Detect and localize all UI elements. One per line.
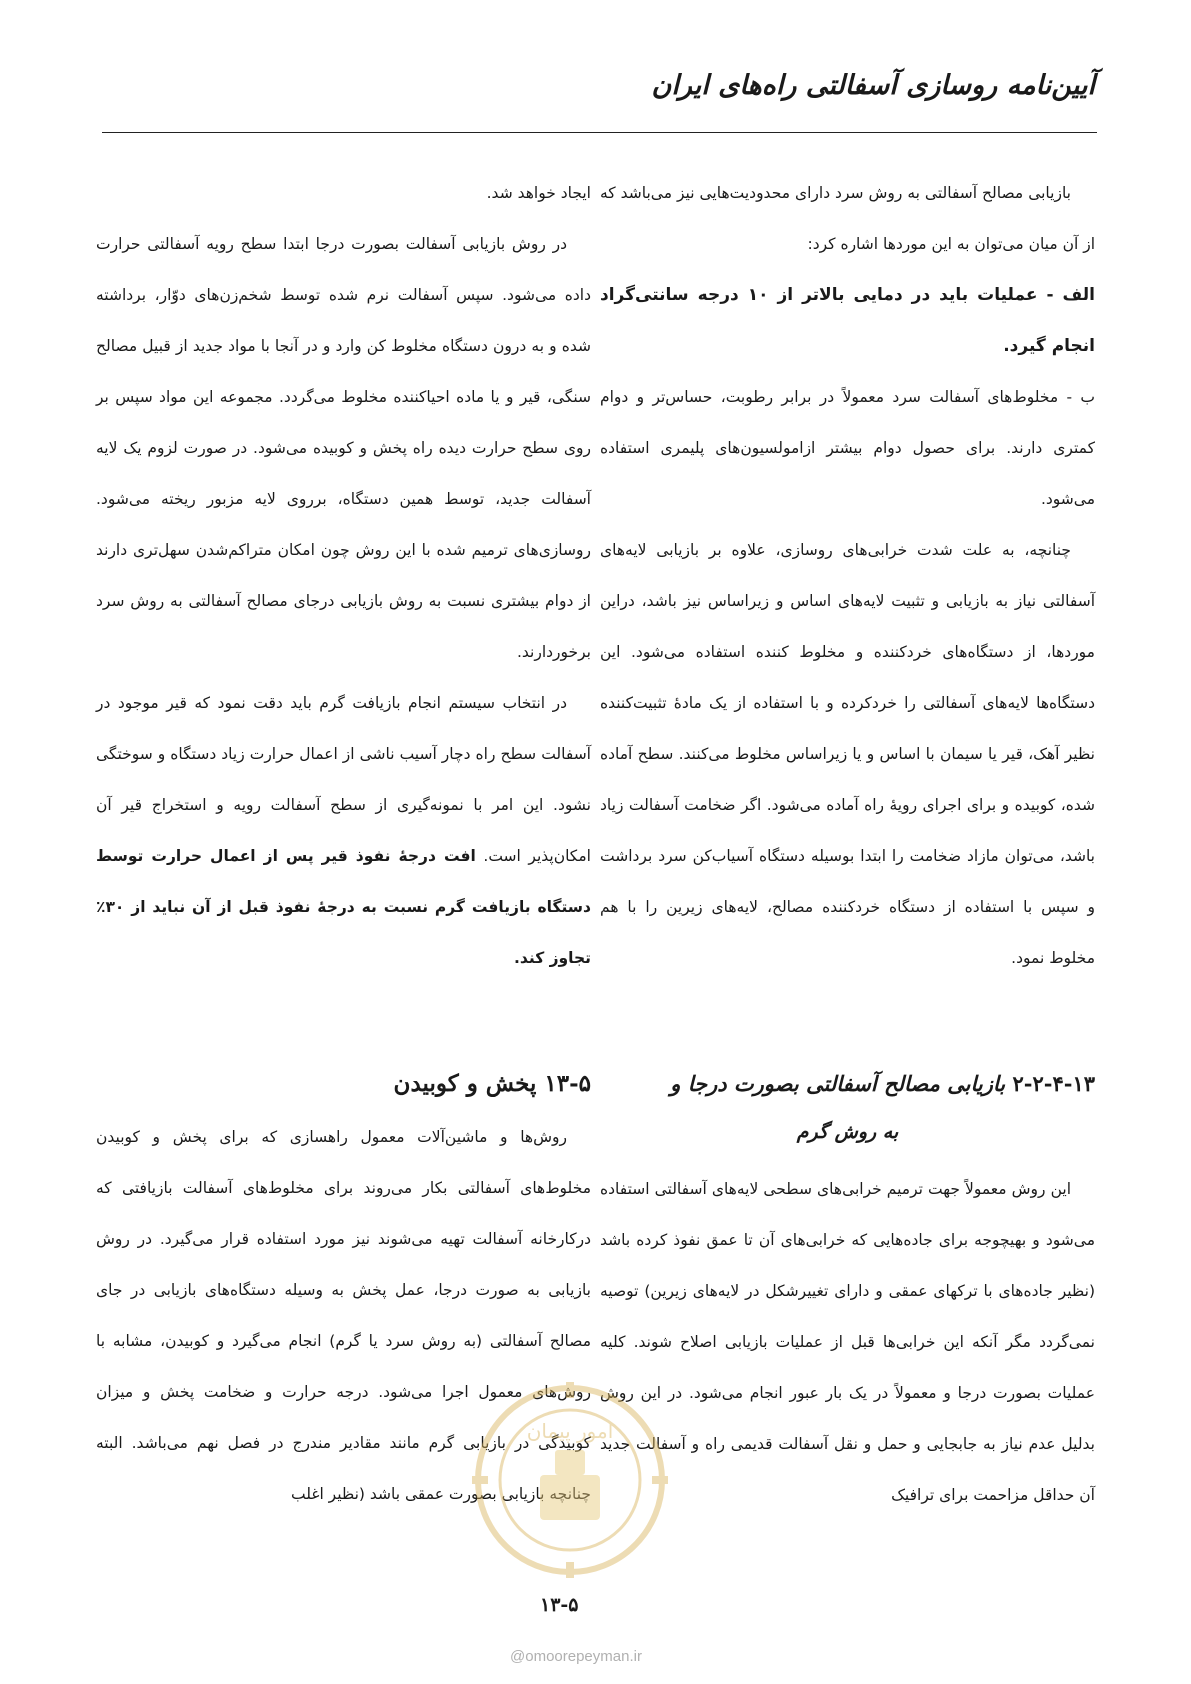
item-be: ب - مخلوط‌های آسفالت سرد معمولاً در برابر رطوبت، حساس‌تر و دوام کمتری دارند. برای حصول دوام بیشتر ازامولسیون‌های پلیمری استفاده می‌شود. [600, 388, 1095, 508]
section-heading-spreading: ۱۳-۵ پخش و کوبیدن [393, 1070, 591, 1097]
right-column-top [600, 168, 1095, 984]
running-header-title: آیین‌نامه روسازی آسفالتی راه‌های ایران [651, 70, 1095, 101]
item-alef: الف - عملیات باید در دمایی بالاتر از ۱۰ درجه سانتی‌گراد انجام گیرد. [600, 285, 1095, 356]
page-number: ۱۳-۵ [540, 1594, 579, 1616]
section-heading-number: ۲-۲-۴-۱۳ [1012, 1071, 1095, 1096]
paragraph-hot-system-selection [96, 678, 591, 984]
paragraph-cold-limitations: بازیابی مصالح آسفالتی به روش سرد دارای محدودیت‌هایی نیز می‌باشد که از آن میان می‌توان به این موردها اشاره کرد: [600, 184, 1095, 253]
watermark-seal-text: امور پیمان [526, 1419, 614, 1443]
paragraph-hot-in-place: این روش معمولاً جهت ترمیم خرابی‌های سطحی لایه‌های آسفالتی استفاده می‌شود و بهیچوجه برای جاده‌هایی که خرابی‌های آن تا عمق نفوذ کرده باشد (نظیر جاده‌های با ترکهای عمقی و دارای تغییرشکل در لایه‌های زیرین) توصیه نمی‌گردد مگر آنکه این خرابی‌ها قبل از عملیات بازیابی اصلاح شوند. کلیه عملیات بصورت درجا و معمولاً در یک بار عبور انجام می‌شود. در این روش بدلیل عدم نیاز به جابجایی و حمل و نقل آسفالت قدیمی راه و آسفالت جدید آن حداقل مزاحمت برای ترافیک [600, 1180, 1095, 1504]
watermark-seal-icon [470, 1380, 670, 1580]
left-column-top [96, 168, 591, 984]
paragraph-hot-process: در روش بازیابی آسفالت بصورت درجا ابتدا سطح رویه آسفالتی حرارت داده می‌شود. سپس آسفالت نرم شده توسط شخم‌زن‌های دوّار، برداشته شده و به درون دستگاه مخلوط کن وارد و در آنجا با مواد جدید از قبیل مصالح سنگی، قیر و یا ماده احیاکننده مخلوط می‌گردد. مجموعه این مواد سپس بر روی سطح حرارت دیده راه پخش و کوبیده می‌شود. در صورت لزوم یک لایه آسفالت جدید، توسط همین دستگاه، برروی لایه مزبور ریخته می‌شود. روسازی‌های ترمیم شده با این روش چون امکان متراکم‌شدن سهل‌تری دارند از دوام بیشتری نسبت به روش بازیابی درجای مصالح آسفالتی به روش سرد برخوردارند. [96, 235, 591, 661]
paragraph-hot-system-bold: افت درجهٔ نفوذ قیر پس از اعمال حرارت توسط دستگاه بازیافت گرم نسبت به درجهٔ نفوذ قبل از آن نباید از ۳۰٪ تجاوز کند. [96, 847, 591, 967]
paragraph-spreading: روش‌ها و ماشین‌آلات معمول راهسازی که برای پخش و کوبیدن مخلوط‌های آسفالتی بکار می‌روند برای مخلوط‌های آسفالت بازیافتی که درکارخانه آسفالت تهیه می‌شوند نیز مورد استفاده قرار می‌گیرد. در روش بازیابی به صورت درجا، عمل پخش به وسیله دستگاه‌های بازیابی در جای مصالح آسفالتی (به روش سرد یا گرم) انجام می‌گیرد و کوبیدن، مشابه با روش‌های معمول اجرا می‌شود. درجه حرارت و ضخامت پخش و میزان کوبیدگی در بازیابی گرم مانند مقادیر مندرج در فصل نهم می‌باشد. البته چنانچه بازیابی بصورت عمقی باشد (نظیر اغلب [96, 1128, 591, 1503]
section-heading-text: بازیابی مصالح آسفالتی بصورت درجا و [670, 1071, 1006, 1096]
paragraph-hot-system-normal: در انتخاب سیستم انجام بازیافت گرم باید دقت نمود که قیر موجود در آسفالت سطح راه دچار آسیب ناشی از اعمال حرارت زیاد دستگاه و سوختگی نشود. این امر با نمونه‌گیری از سطح آسفالت رویه و استخراج قیر آن امکان‌پذیر است. [96, 694, 591, 865]
watermark-url: @omoorepeyman.ir [510, 1648, 642, 1665]
right-column-bottom [600, 1164, 1095, 1521]
section-heading-hot-in-place [600, 1060, 1095, 1156]
header-divider [102, 132, 1097, 133]
paragraph-deep-recycling: چنانچه، به علت شدت خرابی‌های روسازی، علاوه بر بازیابی لایه‌های آسفالتی نیاز به بازیابی و تثبیت لایه‌های اساس و زیراساس نیز باشد، دراین موردها، از دستگاه‌های خردکننده و مخلوط کننده استفاده می‌شود. این دستگاه‌ها لایه‌های آسفالتی را خردکرده و با استفاده از یک مادهٔ تثبیت‌کننده نظیر آهک، قیر یا سیمان با اساس و یا زیراساس مخلوط می‌کنند. سطح آماده شده، کوبیده و برای اجرای رویهٔ راه آماده می‌شود. اگر ضخامت آسفالت زیاد باشد، می‌توان مازاد ضخامت را ابتدا بوسیله دستگاه آسیاب‌کن سرد برداشت و سپس با استفاده از دستگاه خردکننده مصالح، لایه‌های زیرین را با هم مخلوط نمود. [600, 541, 1095, 967]
section-heading-line2: به روش گرم [796, 1121, 899, 1143]
paragraph-continuation: ایجاد خواهد شد. [486, 184, 591, 202]
